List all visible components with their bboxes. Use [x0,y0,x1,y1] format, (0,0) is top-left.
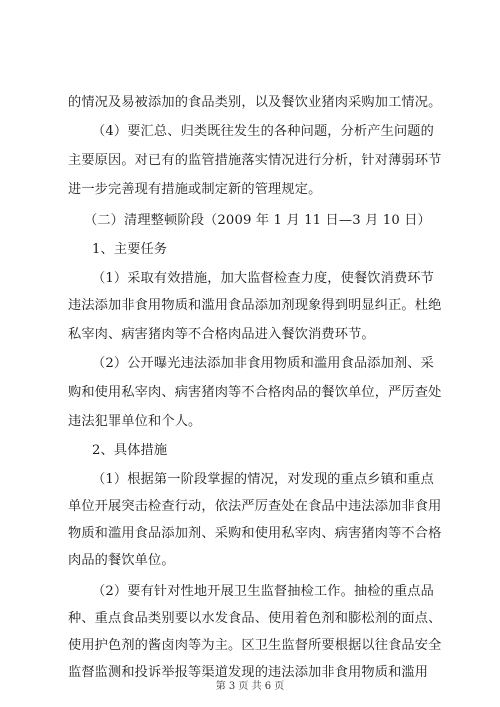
text-line: 监督监测和投诉举报等渠道发现的违法添加非食用物质和滥用 [68,665,429,680]
text-line: （2）要有针对性地开展卫生监督抽检工作。抽检的重点品 [92,584,434,599]
text-line: 单位开展突击检查行动，依法严厉查处在食品中违法添加非食用 [68,499,442,514]
text-line: 进一步完善现有措施或制定新的管理规定。 [68,182,322,197]
text-line: （4）要汇总、归类既往发生的各种问题，分析产生问题的 [92,124,434,139]
text-line: （2）公开曝光违法添加非食用物质和滥用食品添加剂、采 [92,356,434,371]
section-heading: （二）清理整顿阶段（2009 年 1 月 11 日—3 月 10 日） [84,213,431,228]
text-line: 主要原因。对已有的监管措施落实情况进行分析，针对薄弱环节 [68,153,442,168]
page-footer: 第 3 页 共 6 页 [215,681,285,692]
text-line: 违法添加非食用物质和滥用食品添加剂现象得到明显纠正。杜绝 [68,298,442,313]
text-line: 肉品的餐饮单位。 [68,553,175,568]
text-line: 违法犯罪单位和个人。 [68,414,202,429]
subsection-heading: 2、具体措施 [92,443,168,458]
text-line: 购和使用私宰肉、病害猪肉等不合格肉品的餐饮单位，严厉查处 [68,385,442,400]
text-line: 私宰肉、病害猪肉等不合格肉品进入餐饮消费环节。 [68,327,375,342]
text-line: 物质和滥用食品添加剂、采购和使用私宰肉、病害猪肉等不合格 [68,526,442,541]
text-line: （1）根据第一阶段掌握的情况，对发现的重点乡镇和重点 [92,472,434,487]
text-line: （1）采取有效措施，加大监督检查力度，使餐饮消费环节 [92,271,434,286]
text-line: 种、重点食品类别要以水发食品、使用着色剂和膨松剂的面点、 [68,611,442,626]
text-line: 使用护色剂的酱卤肉等为主。区卫生监督所要根据以往食品安全 [68,638,442,653]
text-line: 的情况及易被添加的食品类别，以及餐饮业猪肉采购加工情况。 [68,95,442,110]
subsection-heading: 1、主要任务 [92,242,168,257]
